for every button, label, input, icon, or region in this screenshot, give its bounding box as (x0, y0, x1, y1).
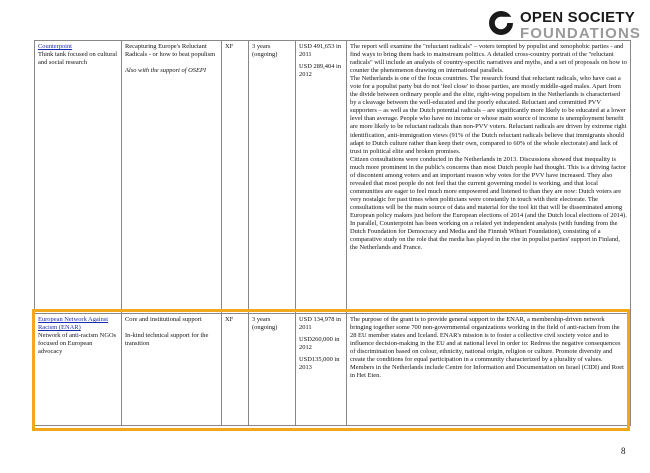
logo-line-1: OPEN SOCIETY (520, 9, 635, 26)
description-paragraph: The purpose of the grant is to provide general support to the ENAR, a membership-driven network bringing together some 700 non-governmental organizations working in the field of anti-racism from the 28 EU member states and Iceland. ENAR's mission is to foster a collective civil society voice and to influence decision-making in the EU and at national level in order to: Redress the negative consequences of discrimination based on colour, ethnicity, national origin, religion or culture. Promote diversity and create the conditions for equal participation in a community characterized by a plurality of values. (350, 316, 621, 364)
amount-cell (296, 41, 347, 314)
organization-link[interactable]: European Network Against Racism (ENAR) (38, 316, 109, 332)
project-cell (122, 41, 222, 314)
project-title: Core and institutional support (125, 316, 202, 323)
organization-description: Network of anti-racism NGOs focused on European advocacy (38, 332, 117, 356)
logo-line-2: FOUNDATIONS (520, 25, 641, 42)
project-title: Recapturing Europe's Reluctant Radicals - or how to beat populism (125, 43, 216, 59)
open-society-logo (488, 8, 641, 44)
duration-cell: 3 years (ongoing) (249, 41, 296, 314)
description-paragraph: The report will examine the "reluctant radicals" – voters tempted by populist and xenophobic parties - and find ways to bring them back to mainstream politics. A detailed cross-country portrait of the "reluctant radicals" will include an analysis of country-specific narratives and myths, and a set of proposals on how to counter the phenomenon drawing on international parallels. (350, 43, 627, 75)
organization-link[interactable]: Counterpoint (38, 43, 72, 50)
amount-line: USD 289,404 in 2012 (299, 63, 342, 79)
code-cell: XF (222, 314, 249, 426)
amount-line: USD 491,653 in 2011 (299, 43, 342, 59)
project-note: Also with the support of OSEPI (125, 67, 207, 75)
organization-description: Think tank focused on cultural and social research (38, 51, 118, 67)
description-paragraph: In parallel, Counterpoint has been working on a related yet independent analysis (with funding from the Dutch Foundation for Democracy and Media and the Finnish Wihuri Foundation), consisting of a comparative study on the role that the media has played in the rise in populist parties' support in Finland, the Netherlands and France. (350, 220, 620, 252)
open-society-logo-icon (488, 10, 514, 36)
project-note: In-kind technical support for the transition (125, 332, 209, 348)
page-number: 8 (621, 446, 626, 456)
code-cell: XF (222, 41, 249, 314)
amount-line: USD135,000 in 2013 (299, 356, 340, 372)
amount-line: USD 134,978 in 2011 (299, 316, 342, 332)
duration-cell: 3 years (ongoing) (249, 314, 296, 426)
organization-cell (35, 41, 122, 314)
description-paragraph: The Netherlands is one of the focus countries. The research found that reluctant radicals, who have cast a vote for a populist party but do not 'feel close' to those parties, are mostly middle-aged males. Apart from the divide between ordinary people and the elite, right-wing populism in the Netherlands is characterised by a cleavage between the well-educated and the poorly educated. Reluctant and committed PVV supporters – as well as the Dutch potential radicals – are significantly more likely to be educated at a lower level than average. People who have no income or whose main source of income is unemployment benefit are more likely to be reluctant radicals than non-PVV voters. Reluctant radicals are driven by extreme right identification, anti-immigration views (91% of the Dutch reluctant radicals believe that immigrants should adapt to Dutch culture rather than keep their own, compared to 60% of the whole electorate) and lack of trust in political elite and broken promises. (350, 75, 627, 155)
description-cell (347, 41, 631, 314)
description-paragraph: Citizen consultations were conducted in the Netherlands in 2013. Discussions showed that inequality is much more prominent in the public's concerns than most Dutch people had thought. This is a driving factor of discontent among voters and an important reason why votes for the PVV have increased. They also revealed that most people do not feel that the current governing model is working, and that local communities are eager to feel much more empowered and listened to than they are now: Dutch voters are very nostalgic for past times when politicians were constantly in touch with their electorate. The consultations will be the main source of data and material for the tool kit that will be disseminated among European policy makers just before the European elections of 2014 (and the Dutch local elections of 2014). (350, 155, 627, 219)
description-paragraph: Members in the Netherlands include Centre for Information and Documentation on Israel (CIDI) and Roet in Het Eten. (350, 364, 624, 380)
highlight-box (32, 309, 630, 431)
amount-line: USD260,000 in 2012 (299, 336, 340, 352)
table-row (35, 41, 631, 314)
